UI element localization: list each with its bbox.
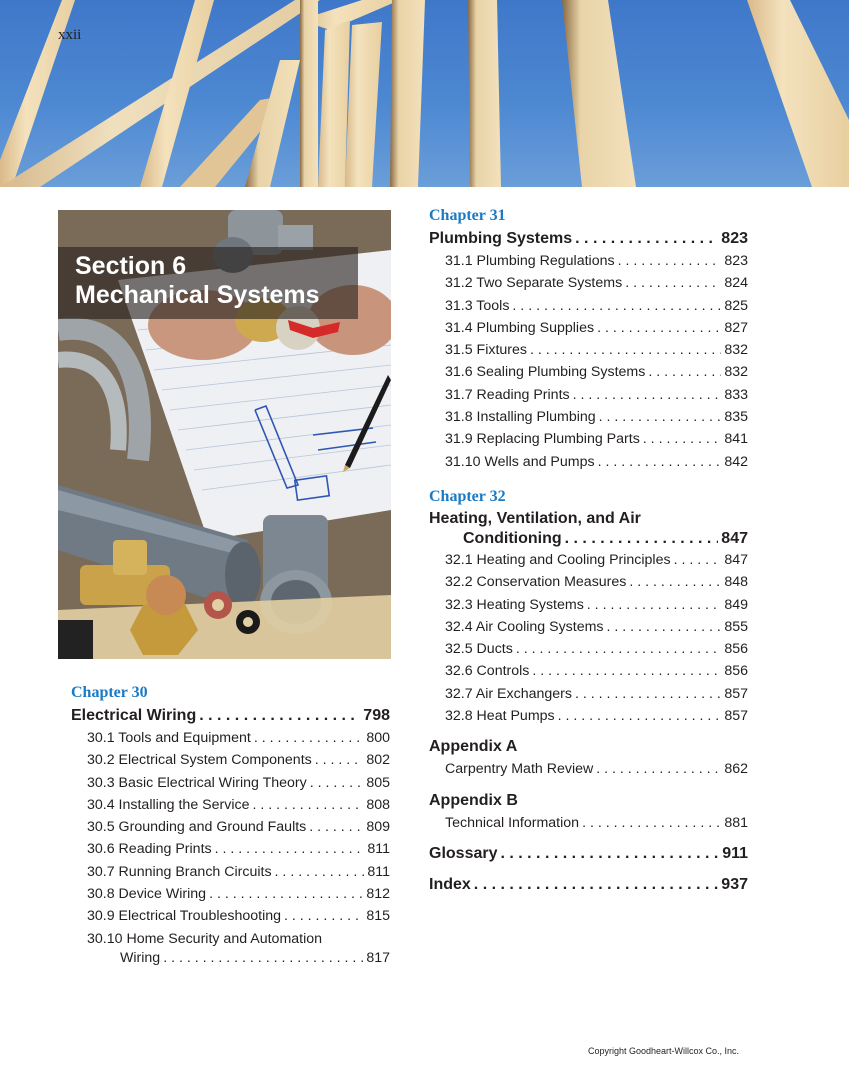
toc-column-right	[429, 206, 748, 896]
entry-title: 32.4 Air Cooling Systems	[445, 618, 604, 635]
page-ref: 823	[724, 253, 748, 269]
toc-entry-30-9[interactable]	[71, 905, 390, 927]
toc-entry-index[interactable]	[429, 874, 748, 896]
section-title-box	[58, 247, 358, 319]
toc-entry-31-6[interactable]	[429, 361, 748, 383]
leader-dots	[309, 816, 363, 838]
entry-title: 30.1 Tools and Equipment	[87, 730, 251, 746]
section-name: Mechanical Systems	[75, 281, 320, 309]
appendix-a-label: Appendix A	[429, 738, 518, 756]
page-ref: 832	[724, 342, 748, 359]
toc-column-left	[71, 683, 390, 968]
leader-dots	[284, 905, 363, 927]
entry-title: 30.4 Installing the Service	[87, 796, 250, 813]
chapter-title: Electrical Wiring	[71, 707, 197, 724]
leader-dots	[643, 428, 722, 450]
toc-entry-31-7[interactable]	[429, 384, 748, 406]
page-ref: 805	[366, 774, 390, 791]
toc-entry-chapter-31[interactable]	[429, 228, 748, 250]
section-number: Section 6	[75, 252, 187, 280]
leader-dots	[674, 549, 722, 571]
page-ref: 827	[724, 319, 748, 336]
leader-dots	[310, 772, 364, 794]
page-ref: 815	[366, 908, 390, 925]
entry-title: 30.6 Reading Prints	[87, 841, 212, 858]
toc-entry-31-5[interactable]	[429, 339, 748, 361]
appendix-b-label: Appendix B	[429, 791, 518, 809]
toc-entry-30-2[interactable]	[71, 749, 390, 771]
leader-dots	[575, 228, 718, 250]
page-ref: 802	[366, 752, 390, 769]
entry-title: 30.3 Basic Electrical Wiring Theory	[87, 774, 307, 791]
entry-title: 32.5 Ducts	[445, 641, 513, 658]
page-ref: 842	[724, 453, 748, 470]
toc-entry-31-10[interactable]	[429, 451, 748, 473]
leader-dots	[598, 451, 722, 473]
page-ref: 808	[366, 796, 390, 813]
leader-dots	[252, 794, 363, 816]
entry-title: 32.8 Heat Pumps	[445, 708, 555, 725]
page-ref: 857	[724, 685, 748, 702]
wood-framing-illustration	[0, 0, 849, 187]
page-ref: 862	[724, 761, 748, 778]
entry-title: 31.8 Installing Plumbing	[445, 409, 596, 426]
leader-dots	[199, 705, 360, 727]
leader-dots	[648, 361, 721, 383]
entry-title: 30.7 Running Branch Circuits	[87, 863, 272, 880]
chapter-label: Chapter 32	[429, 487, 506, 505]
toc-entry-30-5[interactable]	[71, 816, 390, 838]
entry-title: 32.1 Heating and Cooling Principles	[445, 551, 671, 568]
leader-dots	[215, 838, 365, 860]
leader-dots	[629, 571, 721, 593]
entry-title: 30.9 Electrical Troubleshooting	[87, 908, 282, 925]
page-ref: 824	[724, 275, 748, 292]
toc-entry-appendix-a[interactable]	[429, 758, 748, 780]
toc-entry-32-8[interactable]	[429, 705, 748, 727]
page-ref: 823	[721, 230, 748, 247]
toc-entry-31-8[interactable]	[429, 406, 748, 428]
page-ref: 832	[724, 364, 748, 381]
leader-dots	[565, 529, 719, 549]
chapter-label: Chapter 31	[429, 207, 506, 224]
toc-entry-32-4[interactable]	[429, 616, 748, 638]
entry-title: 31.9 Replacing Plumbing Parts	[445, 431, 640, 448]
leader-dots	[315, 749, 364, 771]
page-ref: 811	[367, 841, 390, 858]
toc-entry-chapter-32[interactable]	[429, 509, 748, 549]
leader-dots	[587, 594, 722, 616]
toc-entry-31-9[interactable]	[429, 428, 748, 450]
toc-entry-31-4[interactable]	[429, 317, 748, 339]
page-ref: 817	[366, 949, 390, 966]
entry-title: 30.5 Grounding and Ground Faults	[87, 819, 307, 836]
toc-entry-31-1[interactable]	[429, 250, 748, 272]
leader-dots	[573, 384, 722, 406]
leader-dots	[582, 812, 721, 834]
page-ref: 812	[366, 886, 390, 903]
leader-dots	[599, 406, 722, 428]
toc-entry-appendix-b[interactable]	[429, 812, 748, 834]
leader-dots	[512, 295, 721, 317]
leader-dots	[209, 883, 363, 905]
entry-title: 32.7 Air Exchangers	[445, 685, 572, 702]
entry-title: 31.4 Plumbing Supplies	[445, 319, 595, 336]
page-ref: 800	[366, 730, 390, 746]
leader-dots	[532, 660, 721, 682]
entry-title: 31.2 Two Separate Systems	[445, 275, 623, 292]
leader-dots	[607, 616, 722, 638]
leader-dots	[500, 843, 719, 865]
toc-entry-32-5[interactable]	[429, 638, 748, 660]
leader-dots	[558, 705, 722, 727]
leader-dots	[530, 339, 721, 361]
entry-title: Glossary	[429, 844, 498, 862]
leader-dots	[516, 638, 722, 660]
leader-dots	[618, 250, 722, 272]
entry-title: 31.3 Tools	[445, 297, 510, 314]
leader-dots	[625, 272, 721, 294]
entry-title: 32.6 Controls	[445, 663, 530, 680]
entry-title: 30.2 Electrical System Components	[87, 752, 312, 769]
leader-dots	[275, 861, 365, 883]
entry-title: 31.7 Reading Prints	[445, 386, 570, 403]
page-ref: 825	[724, 297, 748, 314]
entry-title: 32.3 Heating Systems	[445, 596, 584, 613]
page-ref: 855	[724, 618, 748, 635]
page-ref: 937	[721, 875, 748, 893]
page-ref: 798	[363, 707, 390, 724]
entry-title: 31.10 Wells and Pumps	[445, 453, 595, 470]
entry-title-line2: Wiring	[120, 949, 161, 966]
toc-entry-32-2[interactable]	[429, 571, 748, 593]
chapter-title-line2: Conditioning	[463, 529, 562, 547]
leader-dots	[597, 317, 721, 339]
entry-title: Carpentry Math Review	[445, 761, 594, 778]
page-number: xxii	[58, 27, 82, 43]
toc-entry-32-6[interactable]	[429, 660, 748, 682]
page-ref: 841	[724, 431, 748, 448]
page-ref: 848	[724, 574, 748, 591]
section-photo-plumbing	[58, 210, 391, 659]
page-ref: 847	[724, 551, 748, 568]
page-ref: 833	[724, 386, 748, 403]
leader-dots	[254, 727, 364, 749]
copyright-notice: Copyright Goodheart-Willcox Co., Inc.	[588, 1046, 740, 1056]
toc-entry-32-1[interactable]	[429, 549, 748, 571]
page-ref: 881	[724, 814, 748, 831]
page-ref: 847	[721, 529, 748, 547]
toc-entry-32-3[interactable]	[429, 594, 748, 616]
entry-title-line1: 30.10 Home Security and Automation	[87, 930, 323, 947]
toc-entry-30-8[interactable]	[71, 883, 390, 905]
leader-dots	[596, 758, 721, 780]
entry-title: 32.2 Conservation Measures	[445, 574, 627, 591]
page-ref: 835	[724, 409, 748, 426]
page-ref: 809	[366, 819, 390, 836]
leader-dots	[575, 683, 721, 705]
page-ref: 856	[724, 663, 748, 680]
toc-entry-chapter-30[interactable]	[71, 705, 390, 727]
toc-entry-30-3[interactable]	[71, 772, 390, 794]
page-ref: 857	[724, 708, 748, 725]
toc-entry-31-2[interactable]	[429, 272, 748, 294]
leader-dots	[474, 874, 719, 896]
chapter-title-line1: Heating, Ventilation, and Air	[429, 509, 641, 527]
header-photo-framing	[0, 0, 849, 187]
page-ref: 849	[724, 596, 748, 613]
toc-entry-glossary[interactable]	[429, 843, 748, 865]
toc-entry-30-10[interactable]	[71, 930, 390, 968]
toc-entry-30-7[interactable]	[71, 861, 390, 883]
entry-title: Technical Information	[445, 814, 580, 831]
page-ref: 911	[722, 844, 748, 862]
toc-entry-30-6[interactable]	[71, 838, 390, 860]
entry-title: 31.5 Fixtures	[445, 342, 528, 359]
toc-entry-30-4[interactable]	[71, 794, 390, 816]
page-ref: 811	[367, 863, 390, 880]
toc-entry-30-1[interactable]	[71, 727, 390, 749]
chapter-title: Plumbing Systems	[429, 230, 573, 247]
leader-dots	[163, 949, 363, 968]
toc-entry-31-3[interactable]	[429, 295, 748, 317]
entry-title: 31.6 Sealing Plumbing Systems	[445, 364, 646, 381]
entry-title: Index	[429, 875, 471, 893]
toc-entry-32-7[interactable]	[429, 683, 748, 705]
entry-title: 31.1 Plumbing Regulations	[445, 253, 615, 269]
chapter-label: Chapter 30	[71, 684, 148, 701]
page-ref: 856	[724, 641, 748, 658]
entry-title: 30.8 Device Wiring	[87, 886, 207, 903]
